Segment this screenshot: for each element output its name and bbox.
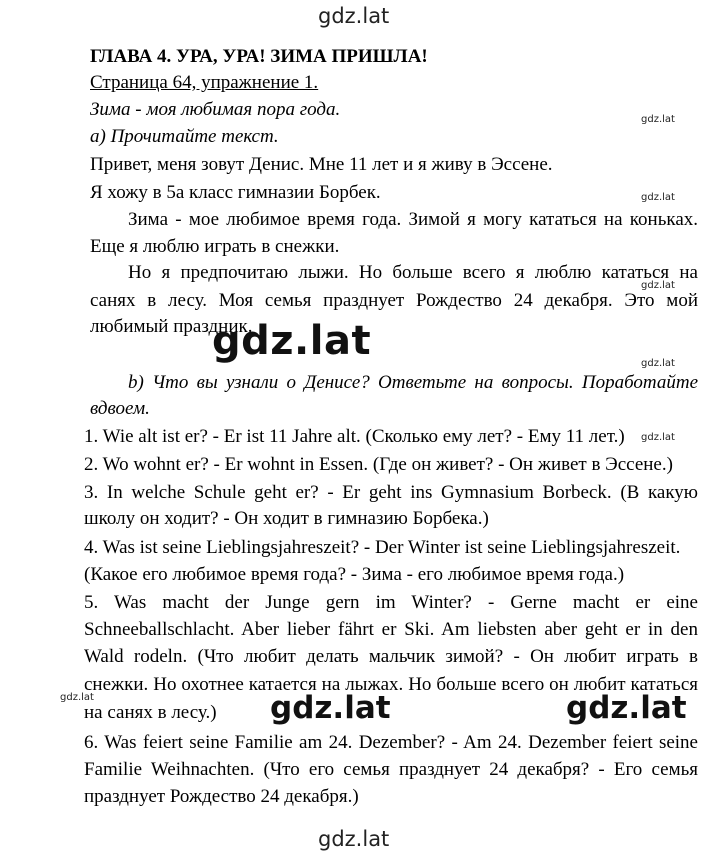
watermark-small: gdz.lat (641, 432, 675, 443)
answer-line: 2. Wo wohnt er? - Er wohnt in Essen. (Где он живет? - Он живет в Эссене.) (84, 454, 673, 475)
watermark-mid: gdz.lat (270, 690, 391, 726)
answer-line: школу он ходит? - Он ходит в гимназию Борбека.) (84, 508, 489, 529)
answer-line: Wald rodeln. (Что любит делать мальчик зимой? - Он любит играть в (84, 646, 698, 667)
task-b: вдвоем. (90, 398, 150, 419)
answer-line: 3. In welche Schule geht er? - Er geht ins Gymnasium Borbeck. (В какую (84, 482, 698, 503)
answer-line: Schneeballschlacht. Aber lieber fährt er Ski. Am liebsten aber geht er in den (84, 619, 698, 640)
page-reference: Страница 64, упражнение 1. (90, 72, 319, 93)
answer-line: на санях в лесу.) (84, 702, 217, 723)
text-line: Зима - мое любимое время года. Зимой я могу кататься на коньках. (128, 209, 698, 230)
answer-line: 1. Wie alt ist er? - Er ist 11 Jahre alt. (Сколько ему лет? - Ему 11 лет.) (84, 426, 625, 447)
watermark-big: gdz.lat (212, 318, 372, 364)
answer-line: Familie Weihnachten. (Что его семья празднует 24 декабря? - Его семья (84, 759, 698, 780)
answer-line: снежки. Но охотнее катается на лыжах. Но больше всего он любит кататься (84, 674, 698, 695)
exercise-subtitle: Зима - моя любимая пора года. (90, 99, 341, 120)
watermark-top: gdz.lat (318, 4, 390, 28)
watermark-mid: gdz.lat (566, 690, 687, 726)
answer-line: (Какое его любимое время года? - Зима - его любимое время года.) (84, 564, 625, 585)
answer-line: 4. Was ist seine Lieblingsjahreszeit? - Der Winter ist seine Lieblingsjahreszeit. (84, 537, 681, 558)
watermark-small: gdz.lat (641, 114, 675, 125)
text-line: Еще я люблю играть в снежки. (90, 236, 340, 257)
watermark-small: gdz.lat (641, 358, 675, 369)
text-line: любимый праздник. (90, 316, 253, 337)
text-line: санях в лесу. Моя семья празднует Рождество 24 декабря. Это мой (90, 290, 698, 311)
watermark-small: gdz.lat (641, 280, 675, 291)
task-a: а) Прочитайте текст. (90, 126, 279, 147)
watermark-small: gdz.lat (641, 192, 675, 203)
answer-line: празднует Рождество 24 декабря.) (84, 786, 359, 807)
watermark-small: gdz.lat (60, 692, 94, 703)
chapter-title: ГЛАВА 4. УРА, УРА! ЗИМА ПРИШЛА! (90, 46, 428, 67)
answer-line: 6. Was feiert seine Familie am 24. Dezember? - Am 24. Dezember feiert seine (84, 732, 698, 753)
watermark-bottom: gdz.lat (318, 827, 390, 851)
text-line: Но я предпочитаю лыжи. Но больше всего я люблю кататься на (128, 262, 698, 283)
answer-line: 5. Was macht der Junge gern im Winter? - Gerne macht er eine (84, 592, 698, 613)
text-line: Привет, меня зовут Денис. Мне 11 лет и я живу в Эссене. (90, 154, 553, 175)
task-b: b) Что вы узнали о Денисе? Ответьте на вопросы. Поработайте (128, 372, 698, 393)
text-line: Я хожу в 5а класс гимназии Борбек. (90, 182, 381, 203)
